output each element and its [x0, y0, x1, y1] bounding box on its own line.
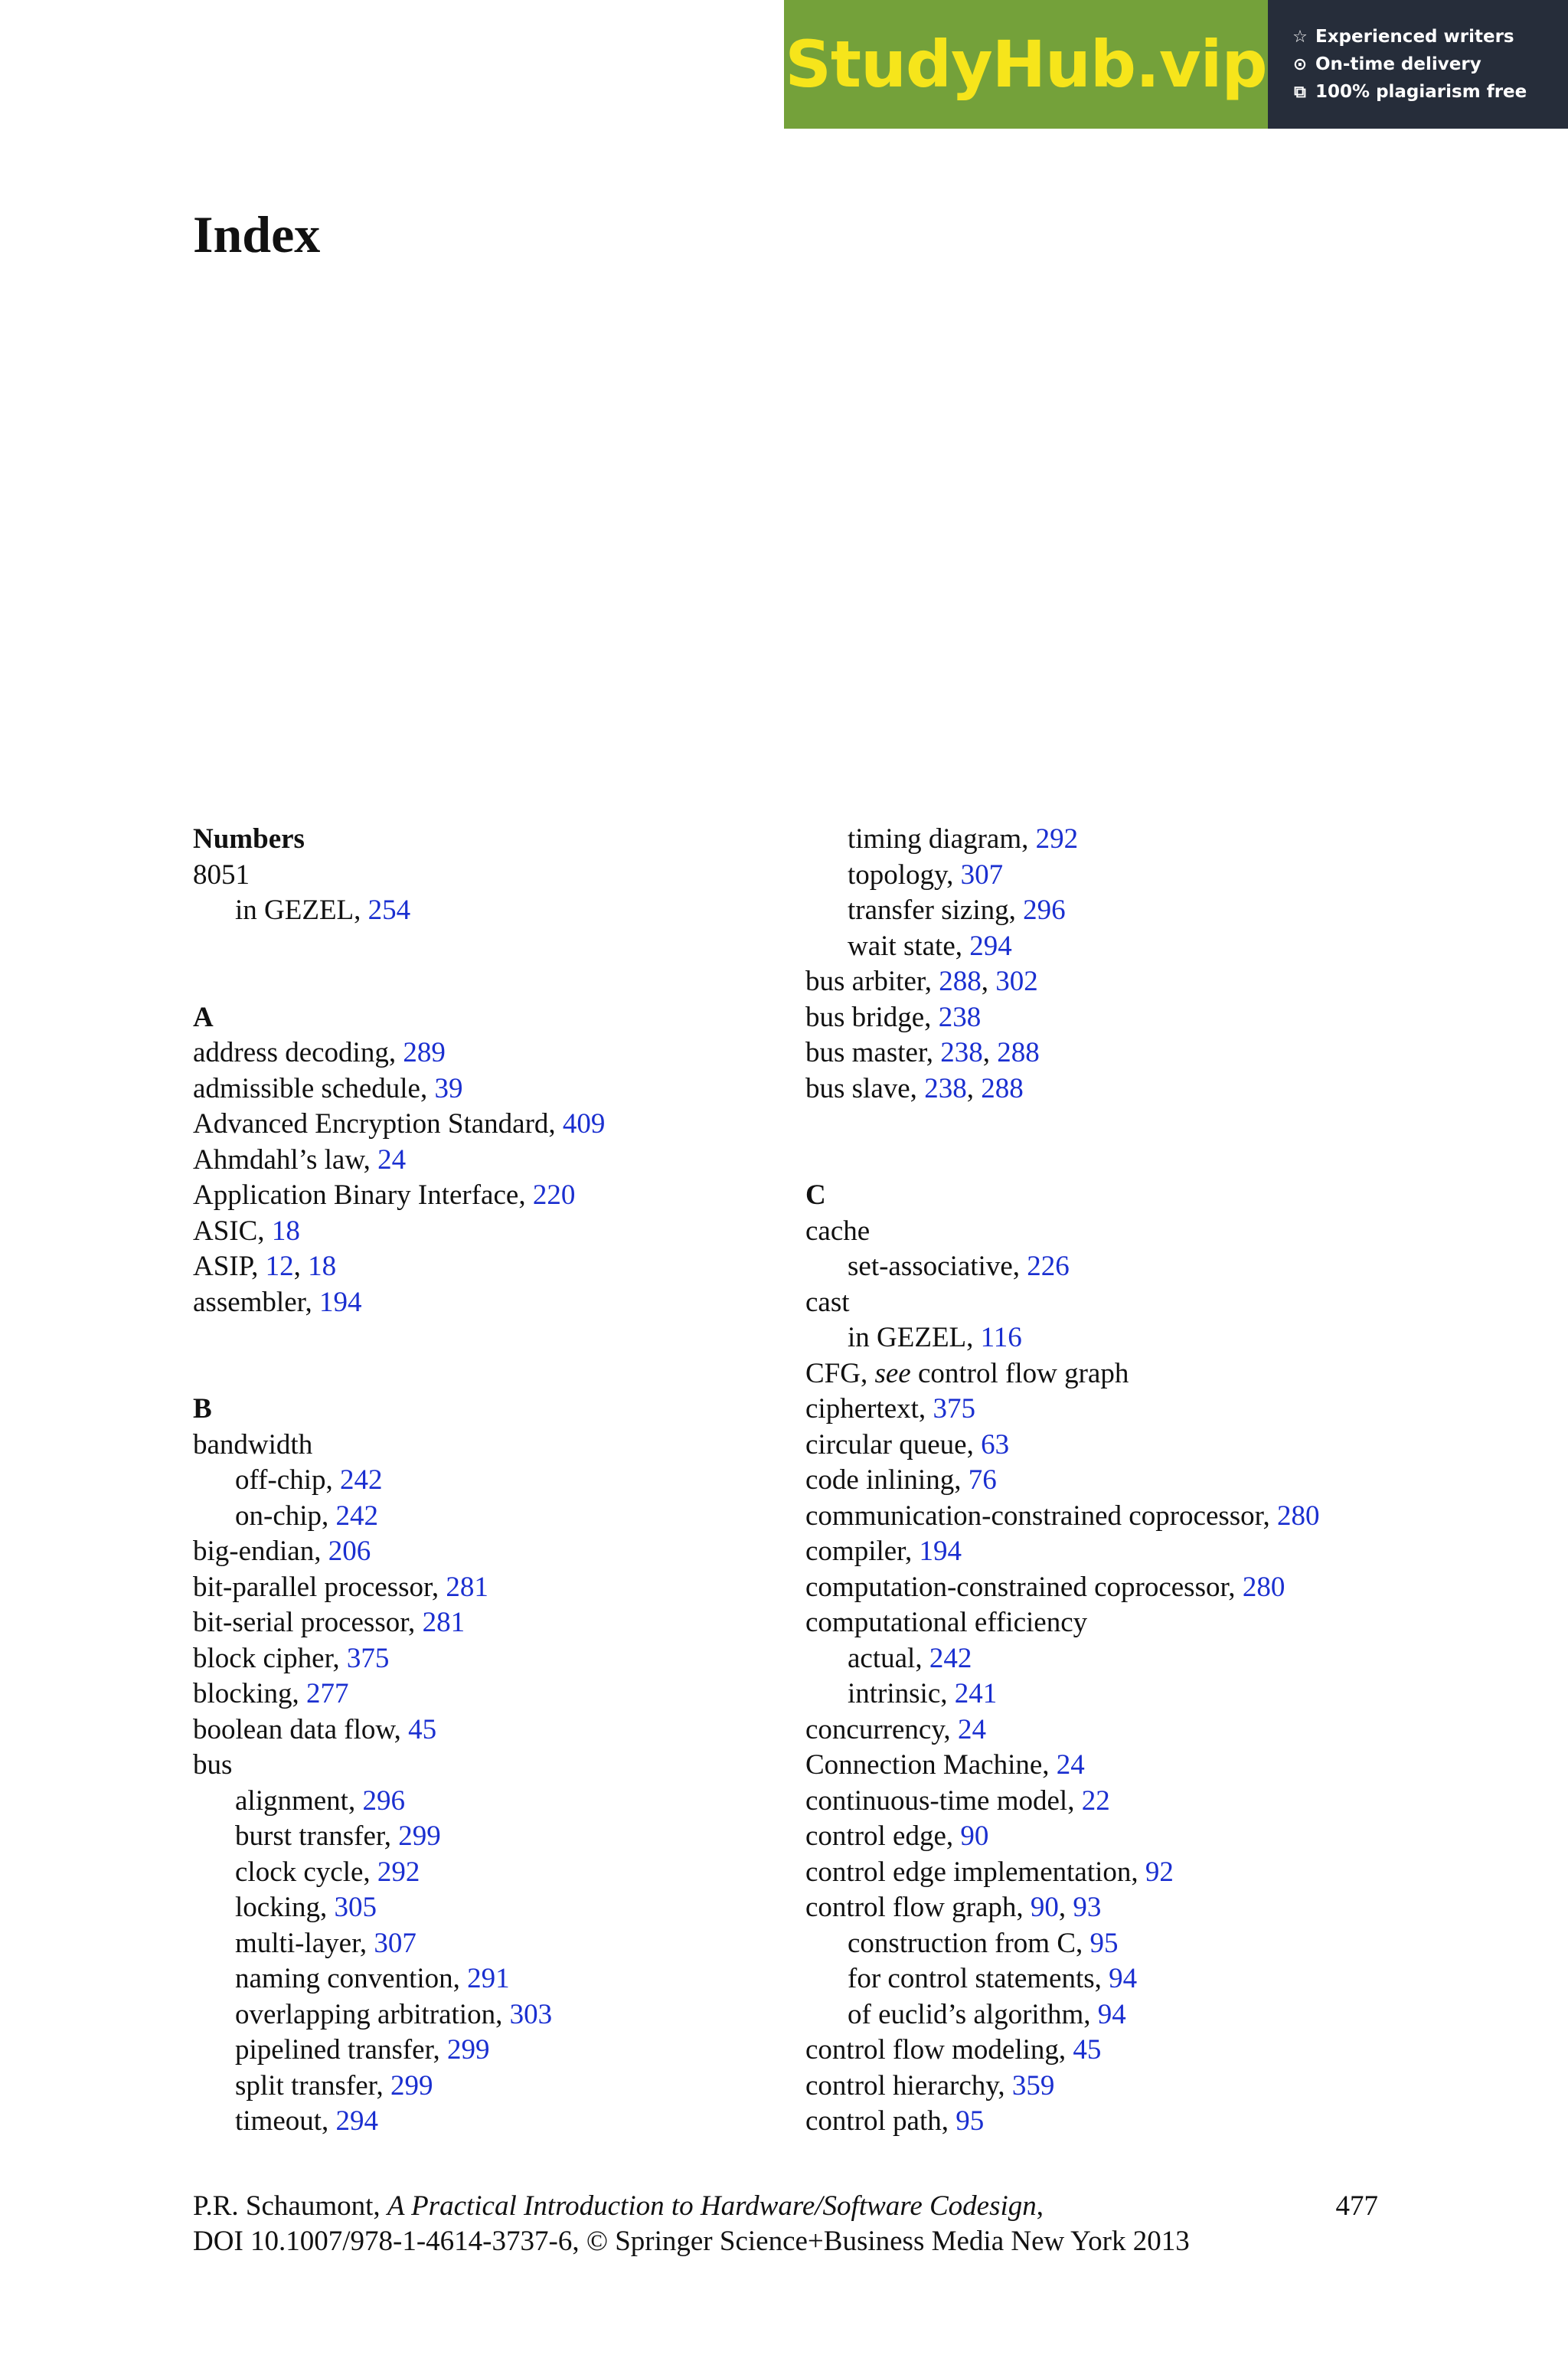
page-link[interactable]: 18: [271, 1215, 300, 1247]
index-entry: [805, 1819, 1403, 1855]
section-heading: A: [193, 1001, 214, 1033]
page-link[interactable]: 280: [1277, 1500, 1320, 1532]
index-subentry: [805, 1961, 1403, 1997]
page-link[interactable]: 288: [939, 966, 982, 997]
index-subentry: [193, 1961, 790, 1997]
index-subentry: [805, 858, 1403, 894]
page-footer: [193, 2189, 1378, 2259]
footer-author: P.R. Schaumont,: [193, 2190, 387, 2222]
spacer: [193, 1320, 790, 1356]
index-subentry: [193, 1784, 790, 1820]
index-entry: [193, 858, 790, 894]
index-entry: [805, 1499, 1403, 1535]
index-term: Application Binary Interface,: [193, 1179, 533, 1211]
index-subentry: [805, 1997, 1403, 2033]
page-link[interactable]: 299: [398, 1820, 441, 1852]
page-link[interactable]: 90: [960, 1820, 989, 1852]
page-link[interactable]: 220: [532, 1179, 576, 1211]
page-link[interactable]: 296: [362, 1784, 405, 1817]
index-term: assembler,: [193, 1286, 319, 1318]
index-term: intrinsic,: [848, 1678, 955, 1709]
index-term: burst transfer,: [235, 1820, 399, 1852]
page-link[interactable]: 18: [308, 1251, 337, 1282]
index-entry: [193, 1676, 790, 1712]
index-entry: [193, 1534, 790, 1570]
page-link[interactable]: 63: [981, 1428, 1010, 1460]
index-entry: [805, 1605, 1403, 1641]
copy-icon: ⧉: [1294, 82, 1306, 102]
index-term: wait state,: [848, 930, 970, 962]
index-entry: [805, 2033, 1403, 2069]
page-link[interactable]: 45: [408, 1713, 437, 1745]
index-subentry: [193, 2104, 790, 2140]
index-entry: [805, 1534, 1403, 1570]
index-term: bus arbiter,: [805, 966, 939, 997]
spacer: [805, 1143, 1403, 1179]
index-term: compiler,: [805, 1536, 920, 1567]
index-entry: [193, 1107, 790, 1143]
footer-doi: DOI 10.1007/978-1-4614-3737-6, © Springer Science+Business Media New York 2013: [193, 2226, 1190, 2257]
page-link[interactable]: 291: [467, 1963, 510, 1994]
banner-feature-label: 100% plagiarism free: [1315, 82, 1527, 102]
page-link[interactable]: 226: [1027, 1251, 1070, 1282]
page-number: 477: [1335, 2190, 1378, 2222]
index-subentry: [805, 1676, 1403, 1712]
page-link[interactable]: 305: [334, 1892, 377, 1923]
banner-features: [1268, 0, 1568, 129]
index-term: cast: [805, 1286, 850, 1318]
index-term: in GEZEL,: [848, 1322, 981, 1353]
index-term: circular queue,: [805, 1428, 982, 1460]
banner-feature: [1291, 27, 1568, 47]
index-term: clock cycle,: [235, 1856, 377, 1888]
index-term: 8051: [193, 859, 250, 891]
page-link[interactable]: 92: [1145, 1856, 1174, 1888]
footer-book-title: A Practical Introduction to Hardware/Software Codesign: [387, 2190, 1037, 2222]
index-term: bus: [193, 1749, 233, 1781]
index-entry: [805, 1784, 1403, 1820]
page-link[interactable]: 76: [968, 1464, 997, 1496]
index-term: control flow graph,: [805, 1892, 1031, 1923]
index-entry: [193, 1143, 790, 1179]
index-entry: [193, 1035, 790, 1071]
index-entry: [805, 2104, 1403, 2140]
index-term: control hierarchy,: [805, 2069, 1012, 2102]
index-entry: [193, 1605, 790, 1641]
index-column-left: [193, 822, 790, 2140]
index-term: continuous-time model,: [805, 1784, 1082, 1817]
ad-banner[interactable]: [784, 0, 1568, 129]
see-reference: see: [874, 1357, 911, 1389]
index-column-right: [805, 822, 1403, 2140]
index-term: Ahmdahl’s law,: [193, 1143, 378, 1176]
page-link[interactable]: 95: [1089, 1927, 1119, 1959]
index-term: of euclid’s algorithm,: [848, 1998, 1098, 2030]
page-title: Index: [193, 205, 321, 263]
index-entry: [805, 1428, 1403, 1464]
index-term: bit-serial processor,: [193, 1607, 423, 1638]
index-subentry: [805, 1249, 1403, 1285]
banner-feature-label: On-time delivery: [1315, 54, 1481, 74]
index-term: bus bridge,: [805, 1001, 939, 1033]
page-link[interactable]: 22: [1081, 1784, 1110, 1817]
page-link[interactable]: 116: [980, 1322, 1022, 1353]
page-link[interactable]: 292: [377, 1856, 420, 1888]
index-term: Connection Machine,: [805, 1749, 1057, 1781]
page-link[interactable]: 242: [335, 1500, 379, 1532]
index-term: computation-constrained coprocessor,: [805, 1571, 1243, 1603]
index-entry: bus arbiter, 288, 302: [805, 966, 1038, 997]
index-subentry: [805, 1320, 1403, 1356]
page-link[interactable]: 409: [562, 1108, 606, 1140]
index-entry: control flow graph, 90, 93: [805, 1892, 1102, 1923]
index-term: boolean data flow,: [193, 1713, 409, 1745]
index-subentry: [193, 1926, 790, 1962]
index-entry: [193, 1214, 790, 1250]
index-term: big-endian,: [193, 1536, 328, 1567]
index-term: block cipher,: [193, 1642, 347, 1674]
index-term: computational efficiency: [805, 1607, 1088, 1638]
page-link[interactable]: 307: [960, 859, 1004, 891]
index-subentry: [193, 893, 790, 929]
index-term: locking,: [235, 1892, 335, 1923]
index-entry: [805, 1855, 1403, 1891]
index-term: bit-parallel processor,: [193, 1571, 446, 1603]
index-term: communication-constrained coprocessor,: [805, 1500, 1278, 1532]
index-entry: [193, 1285, 790, 1321]
footer-comma: ,: [1036, 2190, 1044, 2222]
index-term: off-chip,: [235, 1464, 340, 1496]
section-heading: C: [805, 1179, 826, 1211]
page-link[interactable]: 12: [265, 1251, 294, 1282]
index-entry: [805, 1712, 1403, 1748]
index-entry: [193, 1428, 790, 1464]
index-term: timing diagram,: [848, 823, 1036, 855]
index-entry: [805, 1214, 1403, 1250]
index-term: bus master,: [805, 1037, 941, 1068]
index-entry: [805, 1748, 1403, 1784]
index-entry: bus master, 238, 288: [805, 1037, 1040, 1068]
index-term: ASIP,: [193, 1251, 266, 1282]
spacer: [805, 1107, 1403, 1143]
index-term: timeout,: [235, 2105, 336, 2137]
index-entry: [805, 1392, 1403, 1428]
page-link[interactable]: 194: [919, 1536, 962, 1567]
index-term: construction from C,: [848, 1927, 1090, 1959]
page-link[interactable]: 242: [340, 1464, 383, 1496]
index-term: overlapping arbitration,: [235, 1998, 510, 2030]
index-subentry: [193, 1997, 790, 2033]
index-entry: [193, 1178, 790, 1214]
index-term: split transfer,: [235, 2069, 390, 2102]
index-term: topology,: [848, 859, 961, 891]
index-entry: [805, 1356, 1403, 1392]
page-link[interactable]: 206: [328, 1536, 371, 1567]
index-term: actual,: [848, 1642, 929, 1674]
index-term: control path,: [805, 2105, 956, 2137]
index-term: Advanced Encryption Standard,: [193, 1108, 563, 1140]
index-term: for control statements,: [848, 1963, 1109, 1994]
index-entry: [193, 1071, 790, 1107]
page-link[interactable]: 242: [929, 1642, 972, 1674]
index-entry: ASIP, 12, 18: [193, 1251, 337, 1282]
page-link[interactable]: 375: [346, 1642, 390, 1674]
page-link[interactable]: 281: [446, 1571, 488, 1603]
index-subentry: [193, 1890, 790, 1926]
index-term: control edge,: [805, 1820, 961, 1852]
index-subentry: [193, 1463, 790, 1499]
page-link[interactable]: 307: [374, 1927, 416, 1959]
index-subentry: [805, 1926, 1403, 1962]
see-target: control flow graph: [910, 1357, 1129, 1389]
index-entry: [805, 1000, 1403, 1036]
page-link[interactable]: 254: [368, 895, 411, 926]
banner-logo-panel: [784, 0, 1268, 129]
page-link[interactable]: 299: [390, 2069, 433, 2102]
page-link[interactable]: 95: [956, 2105, 985, 2137]
index-term: transfer sizing,: [848, 895, 1024, 926]
index-term: ASIC,: [193, 1215, 272, 1247]
index-subentry: [193, 1499, 790, 1535]
spacer: [193, 964, 790, 1000]
page-link[interactable]: 303: [509, 1998, 553, 2030]
spacer: [193, 929, 790, 965]
page-link[interactable]: 24: [1056, 1749, 1085, 1781]
star-icon: ☆: [1292, 27, 1308, 47]
page-link[interactable]: 238: [924, 1072, 967, 1104]
page-link[interactable]: 280: [1242, 1571, 1285, 1603]
page-link[interactable]: 288: [997, 1037, 1040, 1068]
studyhub-logo: StudyHub.vip: [785, 27, 1267, 102]
index-term: CFG,: [805, 1357, 875, 1389]
index-entry: [193, 1641, 790, 1677]
index-term: ciphertext,: [805, 1393, 933, 1425]
page-link[interactable]: 294: [335, 2105, 379, 2137]
page-link[interactable]: 292: [1035, 823, 1079, 855]
index-term: alignment,: [235, 1784, 363, 1817]
page-link[interactable]: 238: [940, 1037, 983, 1068]
page-link[interactable]: 24: [377, 1143, 407, 1176]
page-link[interactable]: 375: [933, 1393, 975, 1425]
index-subentry: [805, 1641, 1403, 1677]
index-subentry: [193, 1819, 790, 1855]
index-term: in GEZEL,: [235, 895, 368, 926]
index-term: control flow modeling,: [805, 2034, 1073, 2066]
index-term: bus slave,: [805, 1072, 925, 1104]
page-link[interactable]: 296: [1023, 895, 1066, 926]
index-entry: bus slave, 238, 288: [805, 1072, 1024, 1104]
index-term: on-chip,: [235, 1500, 336, 1532]
page-link[interactable]: 281: [422, 1607, 466, 1638]
index-subentry: [805, 822, 1403, 858]
index-subentry: [805, 929, 1403, 965]
page-link[interactable]: 90: [1030, 1892, 1059, 1923]
banner-feature: [1291, 82, 1568, 102]
index-term: pipelined transfer,: [235, 2034, 447, 2066]
page-link[interactable]: 277: [305, 1678, 349, 1709]
index-term: blocking,: [193, 1678, 306, 1709]
index-term: bandwidth: [193, 1428, 313, 1460]
page-link[interactable]: 299: [446, 2034, 490, 2066]
page-link[interactable]: 94: [1097, 1998, 1126, 2030]
index-subentry: [193, 2033, 790, 2069]
index-term: naming convention,: [235, 1963, 468, 1994]
index-term: admissible schedule,: [193, 1072, 435, 1104]
index-term: concurrency,: [805, 1713, 958, 1745]
footer-citation-line: [193, 2189, 1378, 2224]
index-term: code inlining,: [805, 1464, 969, 1496]
page-link[interactable]: 238: [938, 1001, 982, 1033]
index-entry: [805, 2069, 1403, 2105]
page-link[interactable]: 288: [981, 1072, 1024, 1104]
banner-feature: [1291, 54, 1568, 74]
page-link[interactable]: 94: [1109, 1963, 1138, 1994]
index-entry: [193, 1712, 790, 1748]
page-link[interactable]: 93: [1073, 1892, 1102, 1923]
page-link[interactable]: 194: [318, 1286, 362, 1318]
index-term: address decoding,: [193, 1037, 403, 1068]
section-heading: Numbers: [193, 823, 305, 855]
page-link[interactable]: 294: [969, 930, 1012, 962]
index-term: control edge implementation,: [805, 1856, 1145, 1888]
index-term: cache: [805, 1215, 871, 1247]
section-heading: B: [193, 1393, 212, 1425]
page-link[interactable]: 45: [1073, 2034, 1102, 2066]
index-term: multi-layer,: [235, 1927, 374, 1959]
index-subentry: [193, 1855, 790, 1891]
index-subentry: [193, 2069, 790, 2105]
spacer: [193, 1356, 790, 1392]
clock-icon: ⊙: [1292, 54, 1308, 74]
page-link[interactable]: 241: [954, 1678, 998, 1709]
index-entry: [805, 1570, 1403, 1606]
page-link[interactable]: 39: [434, 1072, 463, 1104]
index-entry: [193, 1748, 790, 1784]
index-entry: [805, 1285, 1403, 1321]
page-link[interactable]: 359: [1011, 2069, 1055, 2102]
banner-feature-label: Experienced writers: [1315, 27, 1514, 47]
index-entry: [193, 1570, 790, 1606]
index-entry: [805, 1463, 1403, 1499]
page-link[interactable]: 24: [957, 1713, 986, 1745]
index-subentry: [805, 893, 1403, 929]
page-link[interactable]: 302: [995, 966, 1038, 997]
page-link[interactable]: 289: [403, 1037, 446, 1068]
index-term: set-associative,: [848, 1251, 1027, 1282]
